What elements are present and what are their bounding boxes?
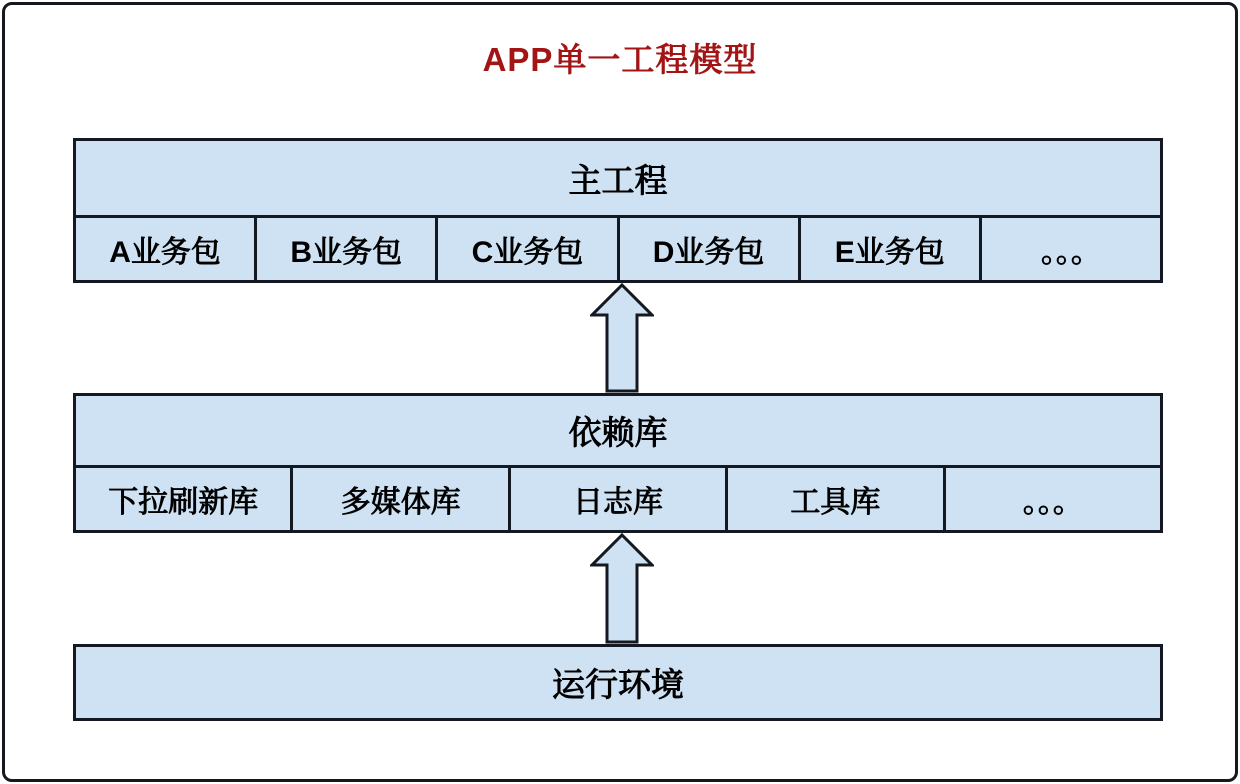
cell-ellipsis-main: 。。。 bbox=[979, 215, 1163, 283]
cell-pull-refresh-lib: 下拉刷新库 bbox=[73, 465, 293, 533]
layer-dependency-libraries bbox=[73, 393, 1163, 533]
cell-tools-lib: 工具库 bbox=[725, 465, 945, 533]
cell-business-package-d: D业务包 bbox=[617, 215, 801, 283]
cell-business-package-c: C业务包 bbox=[435, 215, 619, 283]
cell-logging-lib: 日志库 bbox=[508, 465, 728, 533]
dependency-libraries-cells bbox=[73, 465, 1163, 533]
dependency-libraries-header: 依赖库 bbox=[73, 393, 1163, 468]
diagram-title: APP单一工程模型 bbox=[482, 41, 758, 78]
cell-business-package-a: A业务包 bbox=[73, 215, 257, 283]
cell-business-package-e: E业务包 bbox=[798, 215, 982, 283]
up-arrow-icon bbox=[590, 533, 654, 644]
layer-runtime-environment bbox=[73, 644, 1163, 721]
up-arrow-icon bbox=[590, 283, 654, 393]
cell-ellipsis-deps: 。。。 bbox=[943, 465, 1163, 533]
cell-business-package-b: B业务包 bbox=[254, 215, 438, 283]
main-project-header: 主工程 bbox=[73, 138, 1163, 218]
main-project-cells bbox=[73, 215, 1163, 283]
layer-main-project bbox=[73, 138, 1163, 283]
runtime-environment-header: 运行环境 bbox=[73, 644, 1163, 721]
cell-multimedia-lib: 多媒体库 bbox=[290, 465, 510, 533]
